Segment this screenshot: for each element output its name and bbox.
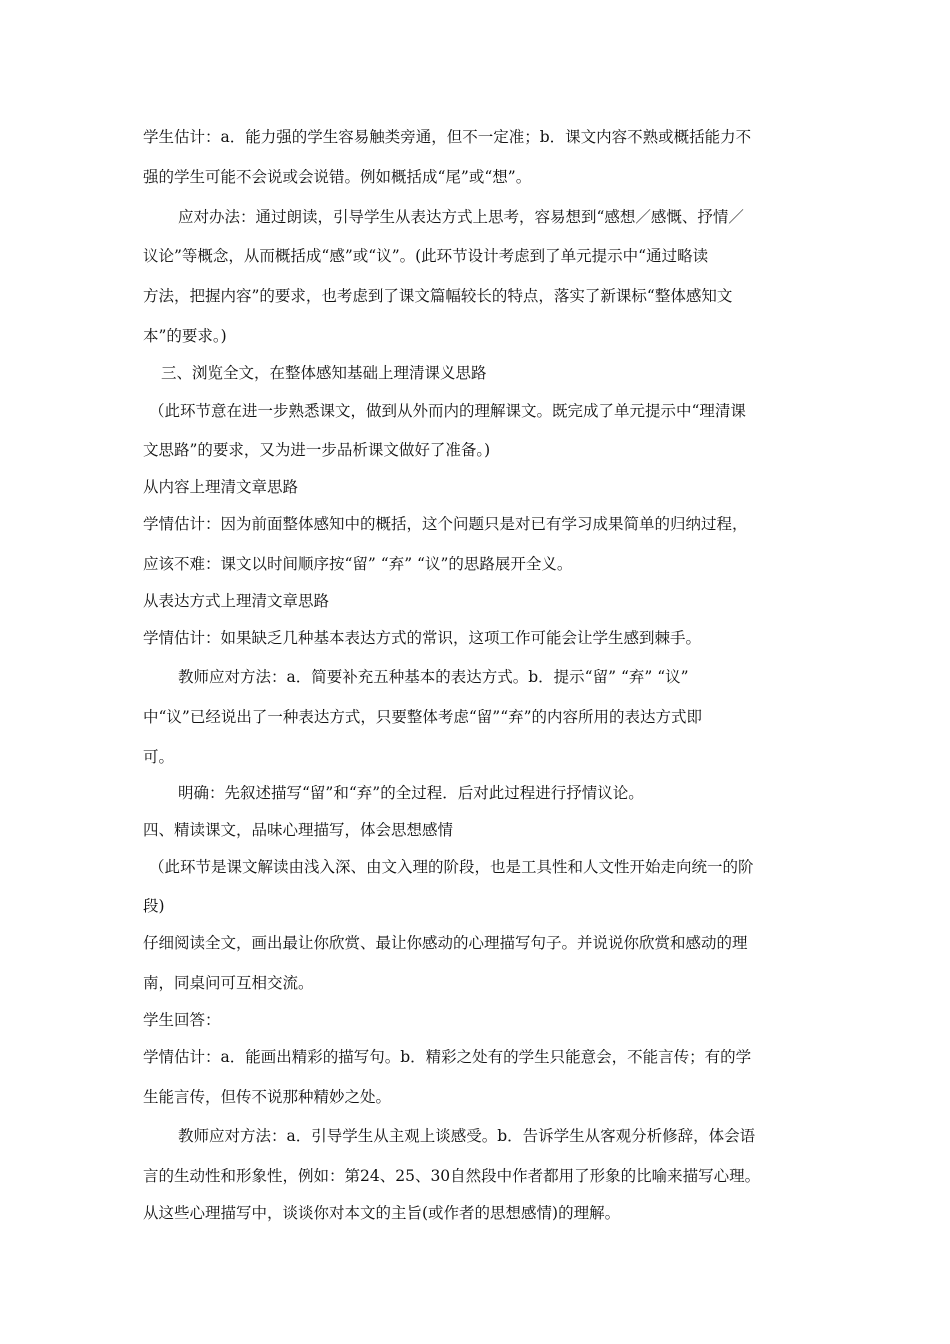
text-line: 学情估计：如果缺乏几种基本表达方式的常识，这项工作可能会让学生感到棘手。 bbox=[143, 629, 702, 647]
text-line: 中“议”已经说出了一种表达方式，只要整体考虑“留”“弃”的内容所用的表达方式即 bbox=[143, 708, 703, 726]
text-line: 学情估计：a．能画出精彩的描写句。b．精彩之处有的学生只能意会，不能言传；有的学 bbox=[143, 1048, 752, 1066]
text-line: 应该不难：课文以时间顺序按“留” “弃” “议”的思路展开全义。 bbox=[143, 555, 573, 573]
text-line: 本”的要求。) bbox=[143, 327, 227, 345]
section-heading: 三、浏览全文，在整体感知基础上理清课义思路 bbox=[161, 364, 487, 382]
subheading: 从表达方式上理清文章思路 bbox=[143, 592, 330, 610]
text-line: 议论”等概念，从而概括成“感”或“议”。(此环节设计考虑到了单元提示中“通过略读 bbox=[143, 247, 709, 265]
text-line: 南，同桌问可互相交流。 bbox=[143, 974, 314, 992]
text-line: 文思路”的要求，又为进一步品析课文做好了准备。) bbox=[143, 441, 491, 459]
text-line: 可。 bbox=[143, 748, 175, 766]
text-line: 方法，把握内容”的要求，也考虑到了课文篇幅较长的特点，落实了新课标“整体感知文 bbox=[143, 287, 733, 305]
text-line: 从这些心理描写中，谈谈你对本文的主旨(或作者的思想感情)的理解。 bbox=[143, 1204, 621, 1222]
text-line: 言的生动性和形象性，例如：第24、25、30自然段中作者都用了形象的比喻来描写心理。 bbox=[143, 1167, 761, 1185]
text-line: 学生估计：a．能力强的学生容易触类旁通，但不一定准；b．课文内容不熟或概括能力不 bbox=[143, 128, 752, 146]
text-line: 应对办法：通过朗读，引导学生从表达方式上思考，容易想到“感想／感慨、抒情／ bbox=[178, 208, 744, 226]
text-line: 学生回答： bbox=[143, 1011, 221, 1029]
text-line: 强的学生可能不会说或会说错。例如概括成“尾”或“想”。 bbox=[143, 168, 532, 186]
text-line: （此环节意在进一步熟悉课文，做到从外而内的理解课文。既完成了单元提示中“理清课 bbox=[149, 402, 746, 420]
text-line: 学情估计：因为前面整体感知中的概括，这个问题只是对已有学习成果简单的归纳过程， bbox=[143, 515, 748, 533]
text-line: 仔细阅读全文，画出最让你欣赏、最让你感动的心理描写句子。并说说你欣赏和感动的理 bbox=[143, 934, 748, 952]
section-heading: 四、精读课文，品味心理描写，体会思想感情 bbox=[143, 821, 454, 839]
text-line: 明确：先叙述描写“留”和“弃”的全过程．后对此过程进行抒情议论。 bbox=[178, 784, 644, 802]
text-line: 段) bbox=[143, 897, 165, 915]
text-line: 教师应对方法：a．简要补充五种基本的表达方式。b．提示“留” “弃” “议” bbox=[178, 668, 689, 686]
text-line: 生能言传，但传不说那种精妙之处。 bbox=[143, 1088, 392, 1106]
text-line: （此环节是课文解读由浅入深、由文入理的阶段，也是工具性和人文性开始走向统一的阶 bbox=[149, 858, 754, 876]
subheading: 从内容上理清文章思路 bbox=[143, 478, 299, 496]
text-line: 教师应对方法：a．引导学生从主观上谈感受。b．告诉学生从客观分析修辞，体会语 bbox=[178, 1127, 756, 1145]
